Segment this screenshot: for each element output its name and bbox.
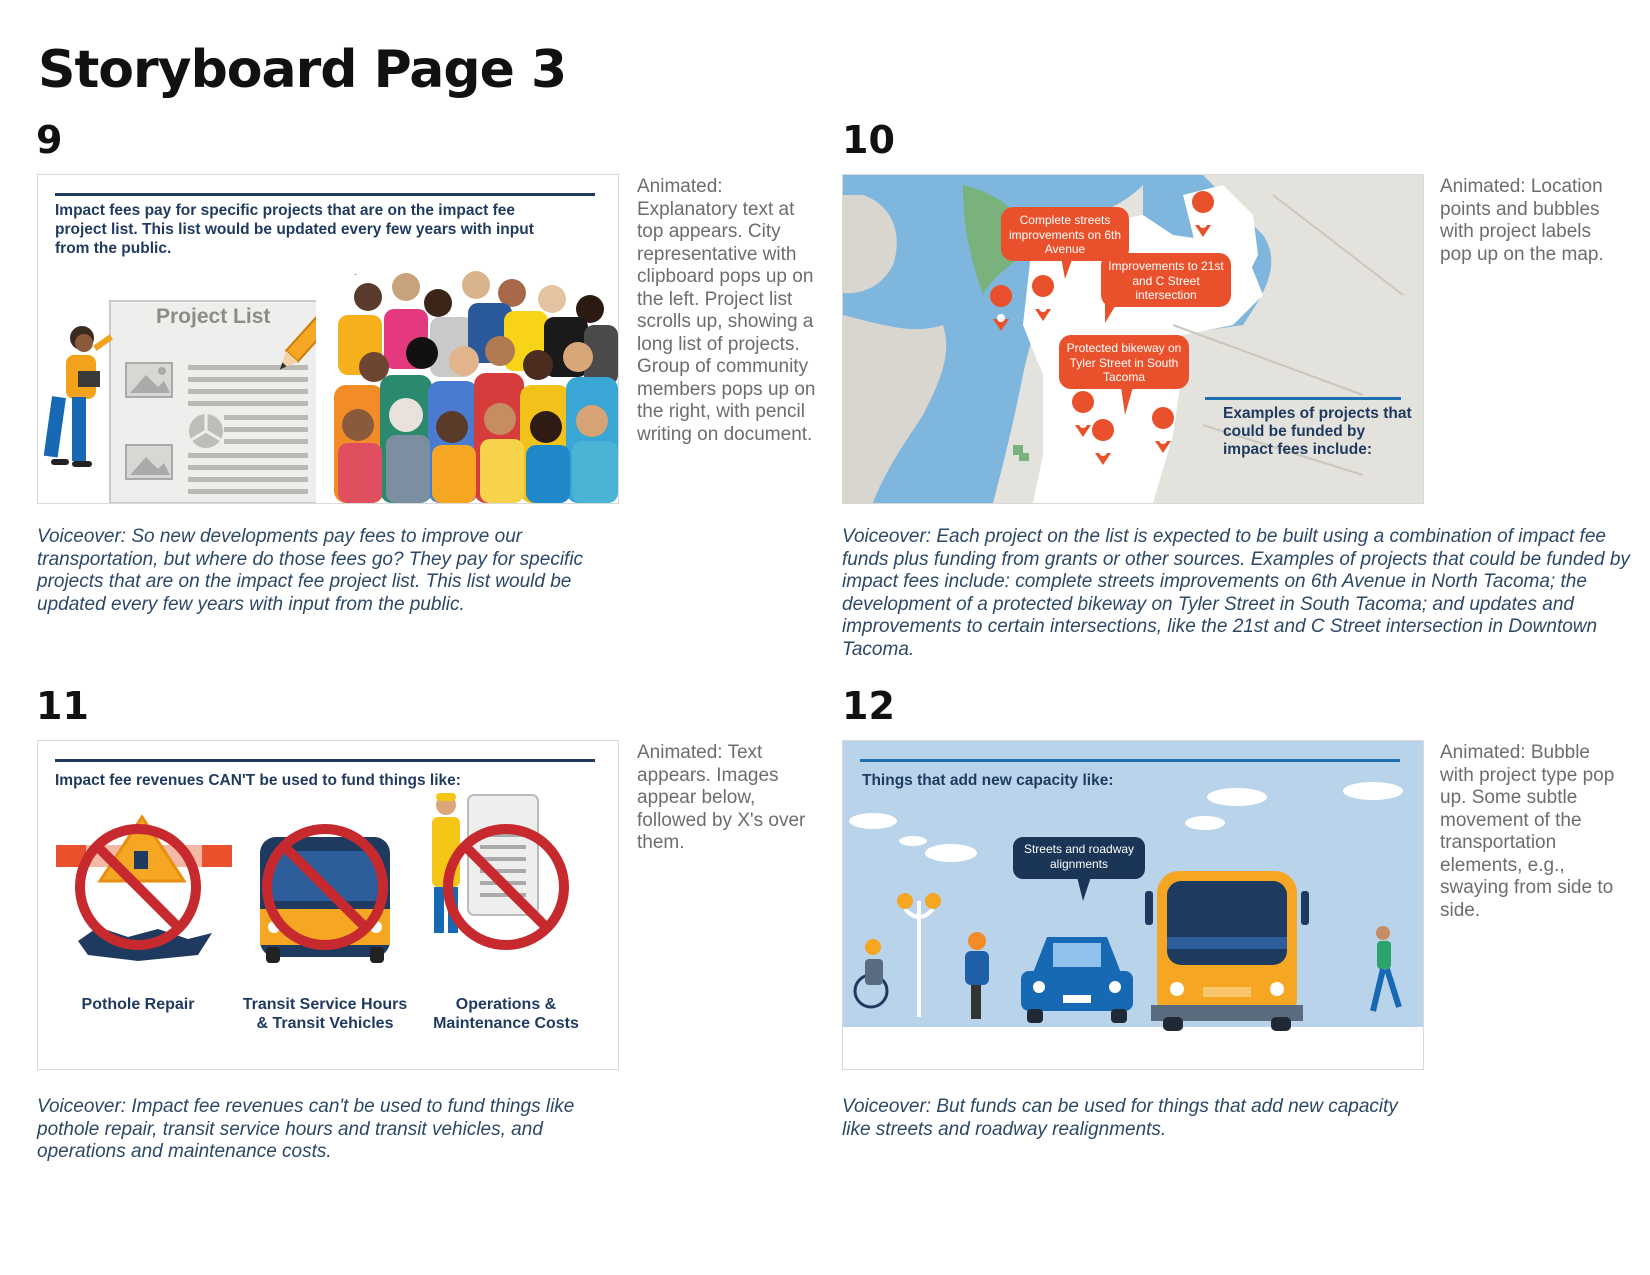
panel-12-frame-header: Things that add new capacity like: [862,772,1114,789]
panel-9-voiceover: Voiceover: So new developments pay fees to improve our transportation, but where do those fees go? They pay for specific projects that are on the impact fee project list. This list would be updated every few years with input from the public. [37,526,584,615]
header-text-pre: Impact fee revenues [55,772,209,789]
document-title: Project List [156,305,271,328]
map-bubble-21st-c-street: Improvements to 21st and C Street intersection [1101,253,1231,307]
panel-number: 10 [842,118,895,162]
panel-12-voiceover: Voiceover: But funds can be used for things that add new capacity like streets and roadway realignments. [842,1096,1398,1140]
panel-number: 12 [842,684,895,728]
panel-number: 9 [36,118,63,162]
map-bubble-6th-avenue: Complete streets improvements on 6th Avenue [1001,207,1129,261]
map-label: Examples of projects that could be funded by impact fees include: [1223,405,1412,458]
panel-9-note: Animated: Explanatory text at top appears. City representative with clipboard pops up on the left. Project list scrolls up, showing a long list of projects. Group of community members pops up on the right, with pencil writing on document. [637,176,816,445]
header-text-post: be used to fund things like: [255,772,461,789]
page-title: Storyboard Page 3 [38,40,567,100]
panel-10-voiceover: Voiceover: Each project on the list is expected to be built using a combination of impact fee funds plus funding from grants or other sources. Examples of projects that could be funded by impact fees include: complete streets improvements on 6th Avenue in North Tacoma; the development of a protected bikeway on Tyler Street in South Tacoma; and updates and improvements to certain intersections, like the 21st and C Street intersection in Downtown Tacoma. [842,526,1630,660]
header-text-emphasis: CAN'T [208,772,256,789]
panel-11-note: Animated: Text appears. Images appear below, followed by X's over them. [637,742,806,853]
panel-11-frame [37,740,619,1070]
caption-pothole-repair: Pothole Repair [81,996,195,1013]
capacity-bubble: Streets and roadway alignments [1013,837,1145,879]
panel-11-frame-header [55,771,595,790]
caption-transit-service: Transit Service Hours & Transit Vehicles [242,996,408,1032]
panel-number: 11 [36,684,89,728]
caption-operations-maintenance: Operations & Maintenance Costs [433,996,579,1032]
panel-9-frame [37,174,619,504]
panel-12-frame [842,740,1424,1070]
panel-10-note: Animated: Location points and bubbles with project labels pop up on the map. [1440,176,1604,265]
map-bubble-tyler-street: Protected bikeway on Tyler Street in South Tacoma [1059,335,1189,389]
panel-10-map-frame [842,174,1424,504]
panel-12-note: Animated: Bubble with project type pop up. Some subtle movement of the transportation elements, e.g., swaying from side to side. [1440,742,1615,921]
panel-11-voiceover: Voiceover: Impact fee revenues can't be used to fund things like pothole repair, transit service hours and transit vehicles, and operations and maintenance costs. [37,1096,575,1162]
panel-9-frame-header: Impact fees pay for specific projects that are on the impact fee project list. This list would be updated every few years with input from the public. [55,202,534,257]
